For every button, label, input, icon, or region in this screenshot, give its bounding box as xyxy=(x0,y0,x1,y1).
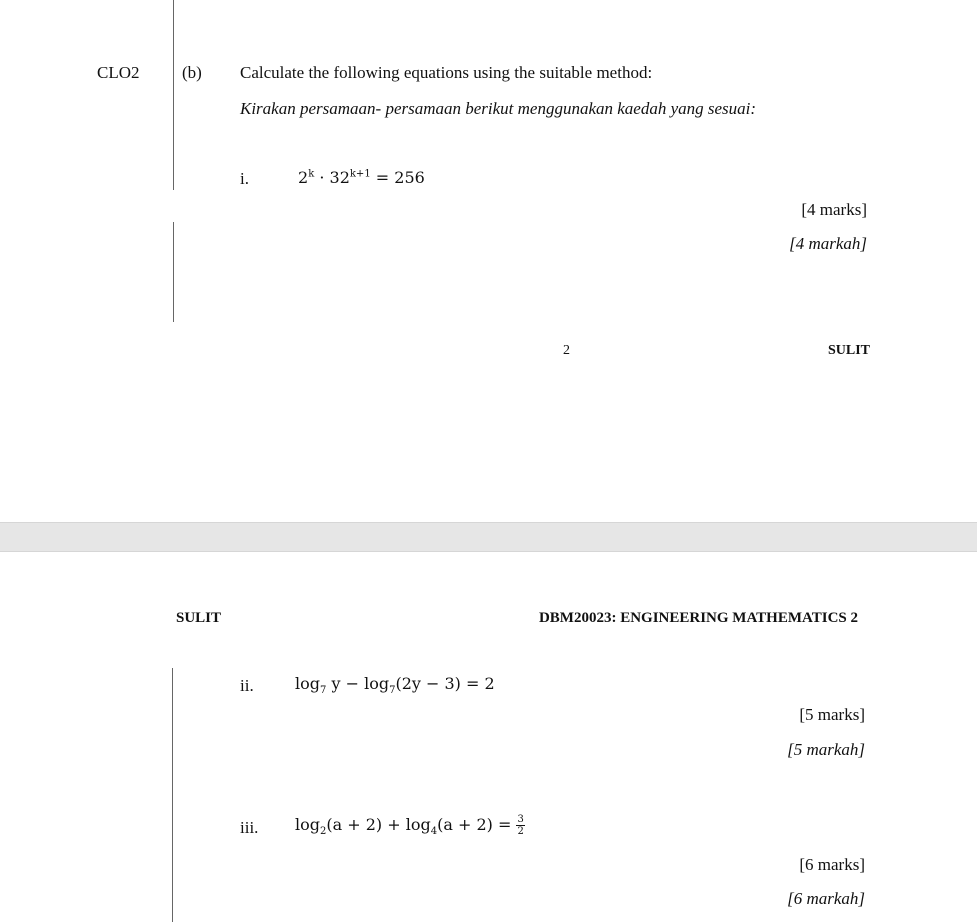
equation-1 xyxy=(298,168,425,187)
clo-label: CLO2 xyxy=(97,63,140,82)
page-number: 2 xyxy=(563,343,570,358)
margin-line xyxy=(173,0,174,190)
margin-line xyxy=(172,668,173,922)
equation-3 xyxy=(295,814,525,837)
eq-term: (a + 2) = xyxy=(437,815,517,834)
eq-base: 7 xyxy=(389,685,396,697)
numerator: 3 xyxy=(517,814,524,825)
header-classification: SULIT xyxy=(176,610,222,626)
eq-base: 7 xyxy=(320,685,327,697)
marks-malay: [4 markah] xyxy=(789,234,867,253)
eq-term: = 256 xyxy=(370,168,425,187)
eq-term: log xyxy=(364,674,390,693)
eq-term: (2y − 3) = 2 xyxy=(395,674,495,693)
question-number: i. xyxy=(240,169,249,188)
question-number: ii. xyxy=(240,676,254,695)
marks-malay: [6 markah] xyxy=(787,889,865,908)
part-label: (b) xyxy=(182,63,202,82)
page-separator xyxy=(0,522,977,552)
denominator: 2 xyxy=(517,826,524,837)
eq-base: 2 xyxy=(320,826,327,838)
equation-2 xyxy=(295,674,495,696)
instruction-english: Calculate the following equations using the suitable method: xyxy=(240,63,653,82)
eq-exponent: k xyxy=(308,168,315,180)
footer-classification: SULIT xyxy=(827,343,870,358)
eq-term: 2 xyxy=(298,168,309,187)
eq-term: log xyxy=(295,815,320,834)
eq-term: (a + 2) + xyxy=(326,815,406,834)
eq-base: 4 xyxy=(430,826,438,838)
instruction-malay: Kirakan persamaan- persamaan berikut menggunakan kaedah yang sesuai: xyxy=(240,99,757,118)
eq-term: log xyxy=(295,674,320,693)
eq-term: y − xyxy=(326,674,365,693)
eq-term: log xyxy=(405,815,431,834)
marks-english: [4 marks] xyxy=(801,200,867,219)
eq-term: · 32 xyxy=(314,168,350,187)
fraction xyxy=(516,814,524,837)
margin-line xyxy=(173,222,174,322)
eq-exponent: k+1 xyxy=(349,168,371,180)
marks-malay: [5 markah] xyxy=(787,740,865,759)
course-title: DBM20023: ENGINEERING MATHEMATICS 2 xyxy=(538,610,858,626)
question-number: iii. xyxy=(240,818,259,837)
marks-english: [5 marks] xyxy=(799,705,865,724)
marks-english: [6 marks] xyxy=(799,855,865,874)
